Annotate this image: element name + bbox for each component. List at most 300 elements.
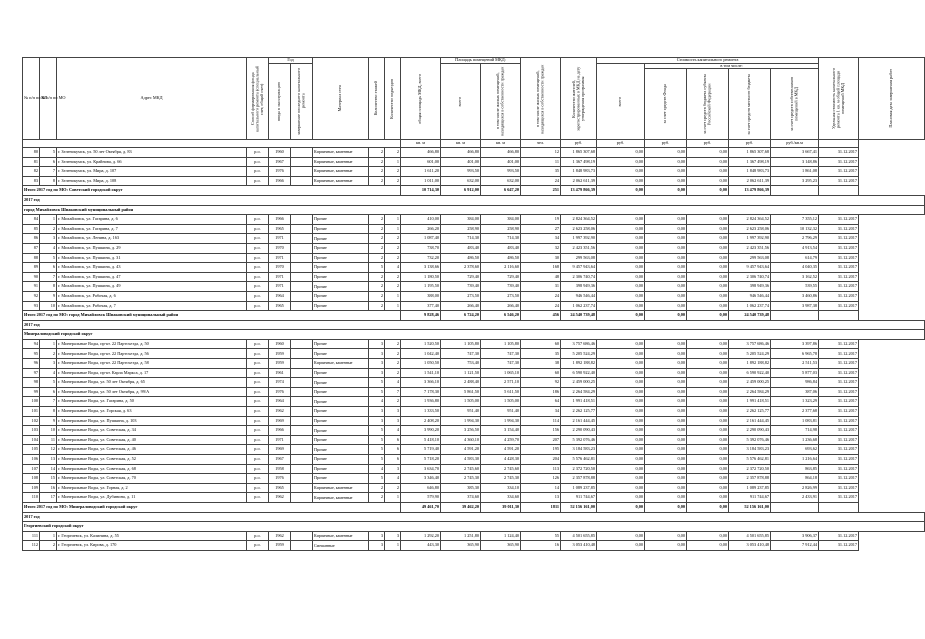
cell-p: 12 [521,148,561,158]
cell-y: 1962 [269,407,291,417]
cell-cf: 0,00 [597,368,645,378]
cell-c: 4 259,70 [481,435,521,445]
cell-w: Кирпичные, каменные [313,157,369,167]
cell-yr [291,148,313,158]
cell-co: 5 205 524,29 [729,349,771,359]
cell-p: 24 [521,291,561,301]
cell-p: 60 [521,368,561,378]
unit-cell: чел. [521,140,561,148]
section-label: город Михайловск Шпаковский муниципальный район [23,205,925,215]
cell-u: 1 323,29 [771,397,819,407]
cell-cf: 0,00 [597,397,645,407]
cell-cl: 0,00 [687,368,729,378]
cell-w: Прочие [313,416,369,426]
table-row [23,541,925,551]
cell-y: 1971 [269,282,291,292]
cell-b: 1 994,30 [441,416,481,426]
cell-u: 3 295,23 [771,176,819,186]
cell-en: 7 [385,387,401,397]
cell-u: 3 460,86 [771,291,819,301]
section-header-row [23,512,925,522]
cell-p: 186 [521,387,561,397]
cell-co: 1 865 307,68 [729,148,771,158]
cell-a: 1 936,80 [401,397,441,407]
cell-f: р.о. [247,416,269,426]
cell-t: 3 757 686,46 [561,339,597,349]
cell-fl: 2 [369,253,385,263]
col-cost-region: за счет средств бюджета субъекта Российской Федерации [687,69,729,140]
cell-co: 2 459 000,25 [729,378,771,388]
cell-c: 3 154,40 [481,426,521,436]
cell-y: 1960 [269,148,291,158]
cell-p: 24 [521,176,561,186]
cell-a: 388,00 [401,291,441,301]
col-year-built: ввода в эксплуатацию [269,63,291,140]
cell-f: р.о. [247,301,269,311]
cell-n: 87 [23,243,40,253]
cell-cr: 0,00 [645,435,687,445]
cell-u: 693,62 [771,445,819,455]
cell-cf: 0,00 [597,464,645,474]
col-entrances: Количество подъездов [385,58,401,140]
cell-d: 31.12.2017 [819,282,859,292]
cell-u: 1 861,08 [771,167,819,177]
cell-c: 1 105,80 [481,339,521,349]
cell-addr: г. Минеральные Воды, пр-кт. 22 Партсъезда, д. 58 [57,359,247,369]
cell-f: р.о. [247,531,269,541]
cell-cr: 0,00 [645,541,687,551]
total-p: 251 [521,186,561,196]
cell-c: 4 591,20 [481,445,521,455]
cell-yr [291,339,313,349]
total-t: 24 540 739,48 [561,311,597,321]
cell-fl: 2 [369,483,385,493]
cell-p: 60 [521,339,561,349]
total-cf: 0,00 [597,311,645,321]
empty-cell [771,502,819,512]
cell-cr: 0,00 [645,301,687,311]
cell-y: 1965 [269,301,291,311]
cell-f: р.о. [247,474,269,484]
cell-a: 1 611,20 [401,167,441,177]
cell-cl: 0,00 [687,339,729,349]
cell-cl: 0,00 [687,148,729,158]
cell-u: 6 965,78 [771,349,819,359]
cell-cf: 0,00 [597,359,645,369]
cell-cr: 0,00 [645,263,687,273]
cell-u: 4 913,54 [771,243,819,253]
cell-en: 6 [385,445,401,455]
cell-en: 1 [385,291,401,301]
col-area-all: всего [441,63,481,140]
cell-y: 1965 [269,224,291,234]
cell-addr: г. Минеральные Воды, ул. Горская, д. 63 [57,407,247,417]
cell-cl: 0,00 [687,435,729,445]
col-cost-local: за счет средств местного бюджета [729,69,771,140]
cell-a: 443,30 [401,541,441,551]
cell-u: 2 796,29 [771,234,819,244]
total-b: 39 462,20 [441,502,481,512]
cell-y: 1966 [269,176,291,186]
col-year-group: Год [269,58,313,64]
cell-f: р.о. [247,541,269,551]
total-b: 6 912,00 [441,186,481,196]
total-a: 9 828,46 [401,311,441,321]
cell-yr [291,474,313,484]
col-area-group: Площадь помещений МКД: [441,58,521,64]
cell-en: 1 [385,301,401,311]
cell-p: 204 [521,455,561,465]
cell-co: 1 062 237,74 [729,301,771,311]
cell-addr: г. Минеральные Воды, пр-кт. 22 Партсъезда, д. 56 [57,349,247,359]
cell-p: 13 [521,493,561,503]
cell-m: 4 [40,243,57,253]
cell-y: 1971 [269,253,291,263]
cell-t: 2 357 878,88 [561,474,597,484]
cell-m: 4 [40,368,57,378]
cell-en: 2 [385,148,401,158]
cell-n: 105 [23,445,40,455]
cell-w: Прочие [313,263,369,273]
cell-cl: 0,00 [687,474,729,484]
cell-b: 1 105,80 [441,339,481,349]
cell-t: 5 205 524,29 [561,349,597,359]
cell-en: 2 [385,368,401,378]
cell-f: р.о. [247,167,269,177]
cell-n: 90 [23,272,40,282]
cell-u: 539,55 [771,282,819,292]
cell-f: р.о. [247,378,269,388]
table-row [23,224,925,234]
cell-a: 7 178,30 [401,387,441,397]
cell-y: 1969 [269,445,291,455]
cell-y: 1966 [269,215,291,225]
col-area-total: общая площадь МКД, всего [401,58,441,140]
cell-p: 195 [521,445,561,455]
cell-y: 1967 [269,455,291,465]
table-row [23,426,925,436]
total-cr: 0,00 [645,311,687,321]
cell-fl: 5 [369,435,385,445]
cell-p: 38 [521,359,561,369]
cell-t: 2 161 444,45 [561,416,597,426]
cell-cl: 0,00 [687,167,729,177]
cell-m: 17 [40,493,57,503]
cell-addr: г. Михайловск, ул. Рабочая, д. 6 [57,291,247,301]
table-row [23,368,925,378]
cell-p: 168 [521,263,561,273]
cell-a: 1 042,40 [401,349,441,359]
cell-f: р.о. [247,224,269,234]
empty-cell [819,186,859,196]
cell-fl: 3 [369,368,385,378]
table-row [23,339,925,349]
col-fund: Способ формирования фонда капитального ремонта (специальный счет, общий счет) [247,58,269,140]
cell-d: 31.12.2017 [819,445,859,455]
cell-addr: г. Михайловск, ул. Пушкина, д. 49 [57,282,247,292]
cell-w: Прочие [313,215,369,225]
cell-cf: 0,00 [597,263,645,273]
cell-y: 1971 [269,272,291,282]
cell-c: 2 745,60 [481,464,521,474]
cell-f: р.о. [247,368,269,378]
cell-b: 1 121,50 [441,368,481,378]
cell-fl: 3 [369,407,385,417]
cell-t: 2 262 125,77 [561,407,597,417]
cell-fl: 2 [369,157,385,167]
cell-cl: 0,00 [687,282,729,292]
cell-b: 2 378,60 [441,263,481,273]
cell-cf: 0,00 [597,493,645,503]
cell-w: Прочие [313,272,369,282]
cell-t: 2 423 351,56 [561,243,597,253]
cell-yr [291,426,313,436]
cell-w: Прочие [313,407,369,417]
section-label: 2017 год [23,512,925,522]
cell-cr: 0,00 [645,368,687,378]
cell-t: 299 563,08 [561,253,597,263]
cell-b: 2 745,30 [441,474,481,484]
cell-addr: г. Минеральные Воды, ул. Советская, д. 68 [57,464,247,474]
cell-p: 207 [521,435,561,445]
cell-c: 384,00 [481,215,521,225]
cell-n: 108 [23,474,40,484]
cell-b: 384,00 [441,215,481,225]
cell-w: Кирпичные, каменные [313,176,369,186]
table-row [23,148,925,158]
cell-en: 2 [385,167,401,177]
col-area-owned: в том числе жилых помещений, находящихся в собственности граждан [521,58,561,140]
cell-cl: 0,00 [687,397,729,407]
cell-d: 31.12.2017 [819,243,859,253]
col-residents: Количество жителей, зарегистрированных в МКД на дату утверждения программы [561,58,597,140]
cell-addr: г. Минеральные Воды, ул. Советская, д. 40 [57,435,247,445]
total-p: 456 [521,311,561,321]
cell-cl: 0,00 [687,157,729,167]
cell-addr: г. Зеленокумск, ул. Мира, д. 107 [57,167,247,177]
cell-b: 4 360,10 [441,435,481,445]
cell-cr: 0,00 [645,253,687,263]
cell-c: 1 994,30 [481,416,521,426]
cell-addr: г. Георгиевск, ул. Кирова, д. 170 [57,541,247,551]
cell-w: Кирпичные, каменные [313,167,369,177]
cell-f: р.о. [247,148,269,158]
cell-cr: 0,00 [645,426,687,436]
cell-p: 55 [521,531,561,541]
total-cl: 0,00 [687,186,729,196]
col-area-res: в том числе жилых помещений, находящихся в собственности граждан [481,63,521,140]
cell-y: 1965 [269,483,291,493]
empty-cell [771,186,819,196]
cell-d: 31.12.2017 [819,435,859,445]
table-row [23,301,925,311]
cell-cr: 0,00 [645,493,687,503]
cell-cr: 0,00 [645,455,687,465]
section-header-row [23,205,925,215]
cell-yr [291,483,313,493]
cell-c: 1 505,00 [481,397,521,407]
cell-fl: 2 [369,176,385,186]
total-cr: 0,00 [645,186,687,196]
table-body [23,148,925,551]
cell-cl: 0,00 [687,483,729,493]
cell-yr [291,243,313,253]
cell-cl: 0,00 [687,291,729,301]
cell-cr: 0,00 [645,148,687,158]
cell-b: 4 583,30 [441,455,481,465]
cell-d: 31.12.2017 [819,407,859,417]
cell-cr: 0,00 [645,378,687,388]
cell-d: 31.12.2017 [819,215,859,225]
cell-f: р.о. [247,176,269,186]
cell-fl: 3 [369,349,385,359]
cell-yr [291,416,313,426]
cell-co: 3 053 410,48 [729,541,771,551]
total-cf: 0,00 [597,502,645,512]
cell-u: 1 236,68 [771,435,819,445]
cell-w: Прочие [313,368,369,378]
cell-c: 486,50 [481,253,521,263]
cell-f: р.о. [247,407,269,417]
cell-cf: 0,00 [597,291,645,301]
cell-en: 2 [385,176,401,186]
cell-a: 732,20 [401,253,441,263]
cell-b: 2 745,60 [441,464,481,474]
cell-fl: 3 [369,541,385,551]
cell-cf: 0,00 [597,455,645,465]
cell-n: 98 [23,378,40,388]
cell-m: 15 [40,474,57,484]
cell-p: 113 [521,464,561,474]
capital-repair-table [22,57,925,551]
cell-f: р.о. [247,243,269,253]
cell-yr [291,234,313,244]
cell-m: 2 [40,541,57,551]
cell-fl: 3 [369,359,385,369]
total-a: 10 714,30 [401,186,441,196]
cell-u: 864,18 [771,474,819,484]
cell-addr: г. Зеленокумск, ул. 50 лет Октября, д. 83 [57,148,247,158]
cell-y: 1969 [269,416,291,426]
cell-yr [291,167,313,177]
cell-co: 2 623 258,06 [729,224,771,234]
cell-cl: 0,00 [687,359,729,369]
cell-p: 19 [521,215,561,225]
empty-cell [771,311,819,321]
cell-w: Прочие [313,243,369,253]
cell-w: Кирпичные, каменные [313,148,369,158]
cell-yr [291,263,313,273]
cell-a: 601,00 [401,157,441,167]
cell-y: 1976 [269,474,291,484]
cell-cf: 0,00 [597,378,645,388]
cell-f: р.о. [247,215,269,225]
cell-f: р.о. [247,263,269,273]
cell-co: 5 576 462,81 [729,455,771,465]
unit-cell: кв. м [401,140,441,148]
cell-c: 951,40 [481,407,521,417]
unit-cell: руб./кв.м [771,140,819,148]
section-label: 2017 год [23,195,925,205]
cell-cr: 0,00 [645,464,687,474]
table-row [23,349,925,359]
total-p: 1811 [521,502,561,512]
cell-cf: 0,00 [597,416,645,426]
cell-d: 31.12.2017 [819,493,859,503]
cell-en: 6 [385,455,401,465]
cell-d: 31.12.2017 [819,148,859,158]
cell-t: 1 062 237,74 [561,301,597,311]
cell-w: Прочие [313,426,369,436]
cell-t: 1 089 237,85 [561,483,597,493]
cell-u: 10 132,32 [771,224,819,234]
cell-p: 92 [521,378,561,388]
cell-c: 466,80 [481,148,521,158]
cell-f: р.о. [247,426,269,436]
cell-en: 2 [385,397,401,407]
cell-b: 466,80 [441,148,481,158]
cell-p: 16 [521,541,561,551]
cell-yr [291,397,313,407]
cell-cl: 0,00 [687,234,729,244]
cell-co: 2 372 720,50 [729,464,771,474]
cell-b: 714,30 [441,234,481,244]
cell-t: 6 590 922,40 [561,368,597,378]
cell-f: р.о. [247,282,269,292]
cell-co: 1 892 188,82 [729,359,771,369]
cell-cr: 0,00 [645,215,687,225]
cell-w: Прочие [313,253,369,263]
cell-u: 3 906,37 [771,531,819,541]
cell-cf: 0,00 [597,474,645,484]
cell-yr [291,349,313,359]
unit-cell: кв. м [441,140,481,148]
cell-p: 32 [521,243,561,253]
cell-en: 1 [385,224,401,234]
cell-m: 12 [40,445,57,455]
cell-m: 8 [40,282,57,292]
cell-a: 5 719,40 [401,445,441,455]
cell-en: 1 [385,493,401,503]
cell-y: 1959 [269,359,291,369]
cell-c: 266,40 [481,301,521,311]
cell-co: 1 089 237,85 [729,483,771,493]
table-row [23,167,925,177]
cell-d: 31.12.2017 [819,301,859,311]
cell-y: 1959 [269,349,291,359]
cell-yr [291,359,313,369]
cell-p: 34 [521,234,561,244]
total-co: 13 479 866,39 [729,186,771,196]
cell-t: 398 949,36 [561,282,597,292]
cell-u: 5 877,03 [771,368,819,378]
cell-addr: г. Зеленокумск, ул. Крайнова, д. 66 [57,157,247,167]
cell-y: 1961 [269,368,291,378]
cell-c: 334,60 [481,493,521,503]
cell-a: 5 718,20 [401,455,441,465]
col-deadline: Плановая дата завершения работ [859,58,925,140]
cell-b: 1 505,00 [441,397,481,407]
cell-u: 863,85 [771,464,819,474]
cell-c: 1 124,40 [481,531,521,541]
cell-w: Прочие [313,397,369,407]
cell-y: 1964 [269,397,291,407]
cell-en: 4 [385,426,401,436]
cell-a: 1 333,50 [401,407,441,417]
cell-a: 1 195,50 [401,282,441,292]
cell-fl: 2 [369,224,385,234]
cell-fl: 5 [369,387,385,397]
